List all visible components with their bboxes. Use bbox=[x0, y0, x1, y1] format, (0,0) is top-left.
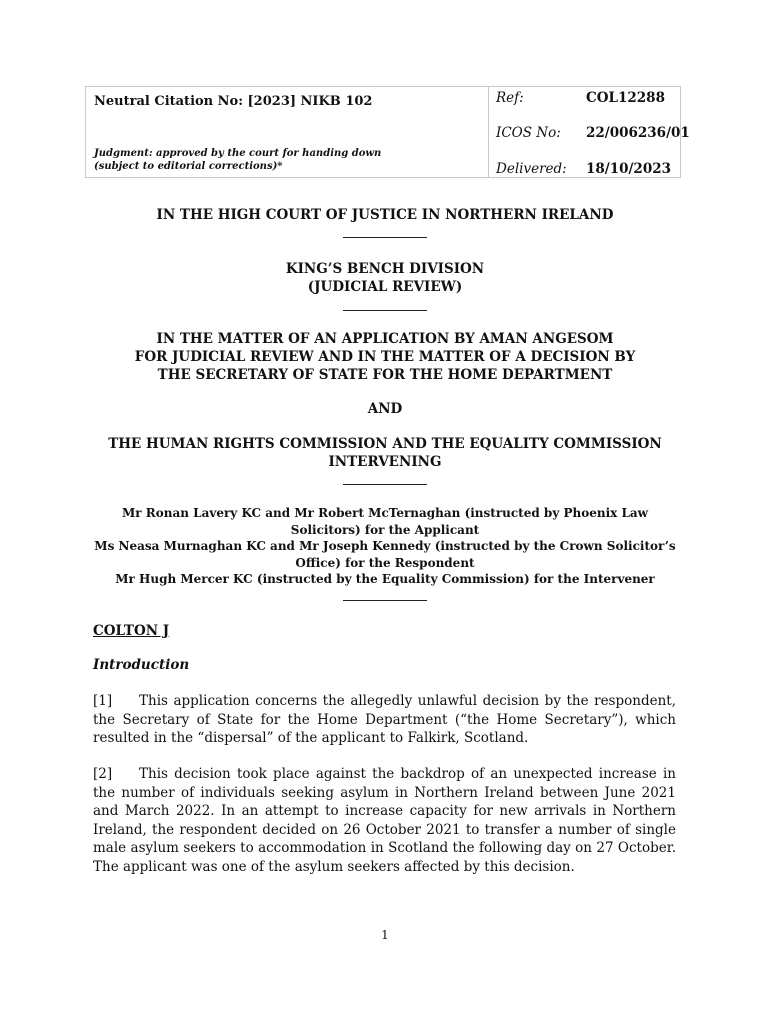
ref-value: COL12288 bbox=[586, 90, 665, 106]
matter-line1: IN THE MATTER OF AN APPLICATION BY AMAN ANGESOM bbox=[156, 331, 614, 347]
division-line1: KING’S BENCH DIVISION bbox=[285, 261, 485, 277]
matter-line3: THE SECRETARY OF STATE FOR THE HOME DEPARTMENT bbox=[157, 367, 613, 383]
section-title: Introduction bbox=[93, 657, 190, 673]
paragraph bbox=[93, 765, 676, 876]
counsel-list bbox=[85, 505, 685, 588]
divider-rule bbox=[343, 237, 427, 238]
neutral-citation: Neutral Citation No: [2023] NIKB 102 bbox=[94, 94, 373, 109]
counsel-line: Office) for the Respondent bbox=[295, 555, 475, 570]
judge-name: COLTON J bbox=[93, 623, 170, 639]
counsel-line: Solicitors) for the Applicant bbox=[290, 522, 480, 537]
matter-heading bbox=[85, 330, 685, 384]
paragraph-text: This application concerns the allegedly unlawful decision by the respondent, the Secretary of State for the Home Department (“the Home Secretary”), which resulted in the “dispersal” of the applicant to Falkirk, Scotland. bbox=[93, 693, 676, 746]
citation-header-table bbox=[85, 86, 690, 178]
divider-rule bbox=[343, 600, 427, 601]
delivered-label: Delivered: bbox=[496, 161, 567, 177]
court-heading: IN THE HIGH COURT OF JUSTICE IN NORTHERN IRELAND bbox=[156, 207, 614, 223]
counsel-line: Mr Hugh Mercer KC (instructed by the Equality Commission) for the Intervener bbox=[115, 572, 655, 586]
intervening-line2: INTERVENING bbox=[328, 454, 442, 470]
intervening-heading bbox=[85, 435, 685, 471]
judgment-note-line1: Judgment: approved by the court for handing down bbox=[94, 148, 382, 159]
and-heading: AND bbox=[367, 401, 403, 417]
counsel-line: Ms Neasa Murnaghan KC and Mr Joseph Kennedy (instructed by the Crown Solicitor’s bbox=[94, 539, 676, 553]
divider-rule bbox=[343, 484, 427, 485]
paragraph-number: [2] bbox=[93, 766, 113, 782]
delivered-value: 18/10/2023 bbox=[586, 161, 672, 177]
icos-value: 22/006236/01 bbox=[586, 125, 690, 141]
counsel-line: Mr Ronan Lavery KC and Mr Robert McTernaghan (instructed by Phoenix Law bbox=[121, 506, 649, 520]
citation-cell bbox=[86, 87, 489, 177]
judgment-note bbox=[94, 147, 381, 173]
paragraph-text: This decision took place against the backdrop of an unexpected increase in the number of individuals seeking asylum in Northern Ireland between June 2021 and March 2022. In an attempt to increase capacity for new arrivals in Northern Ireland, the respondent decided on 26 October 2021 to transfer a number of single male asylum seekers to accommodation in Scotland the following day on 27 October. The applicant was one of the asylum seekers affected by this decision. bbox=[93, 766, 676, 875]
paragraph-number: [1] bbox=[93, 693, 113, 709]
ref-label: Ref: bbox=[496, 90, 524, 106]
judgment-note-line2: (subject to editorial corrections)* bbox=[94, 161, 283, 172]
division-heading bbox=[85, 260, 685, 296]
icos-label: ICOS No: bbox=[496, 125, 561, 141]
divider-rule bbox=[343, 310, 427, 311]
division-line2: (JUDICIAL REVIEW) bbox=[307, 279, 463, 295]
intervening-line1: THE HUMAN RIGHTS COMMISSION AND THE EQUALITY COMMISSION bbox=[108, 436, 662, 452]
paragraph bbox=[93, 692, 676, 748]
matter-line2: FOR JUDICIAL REVIEW AND IN THE MATTER OF A DECISION BY bbox=[134, 349, 636, 365]
page-number: 1 bbox=[381, 928, 389, 942]
